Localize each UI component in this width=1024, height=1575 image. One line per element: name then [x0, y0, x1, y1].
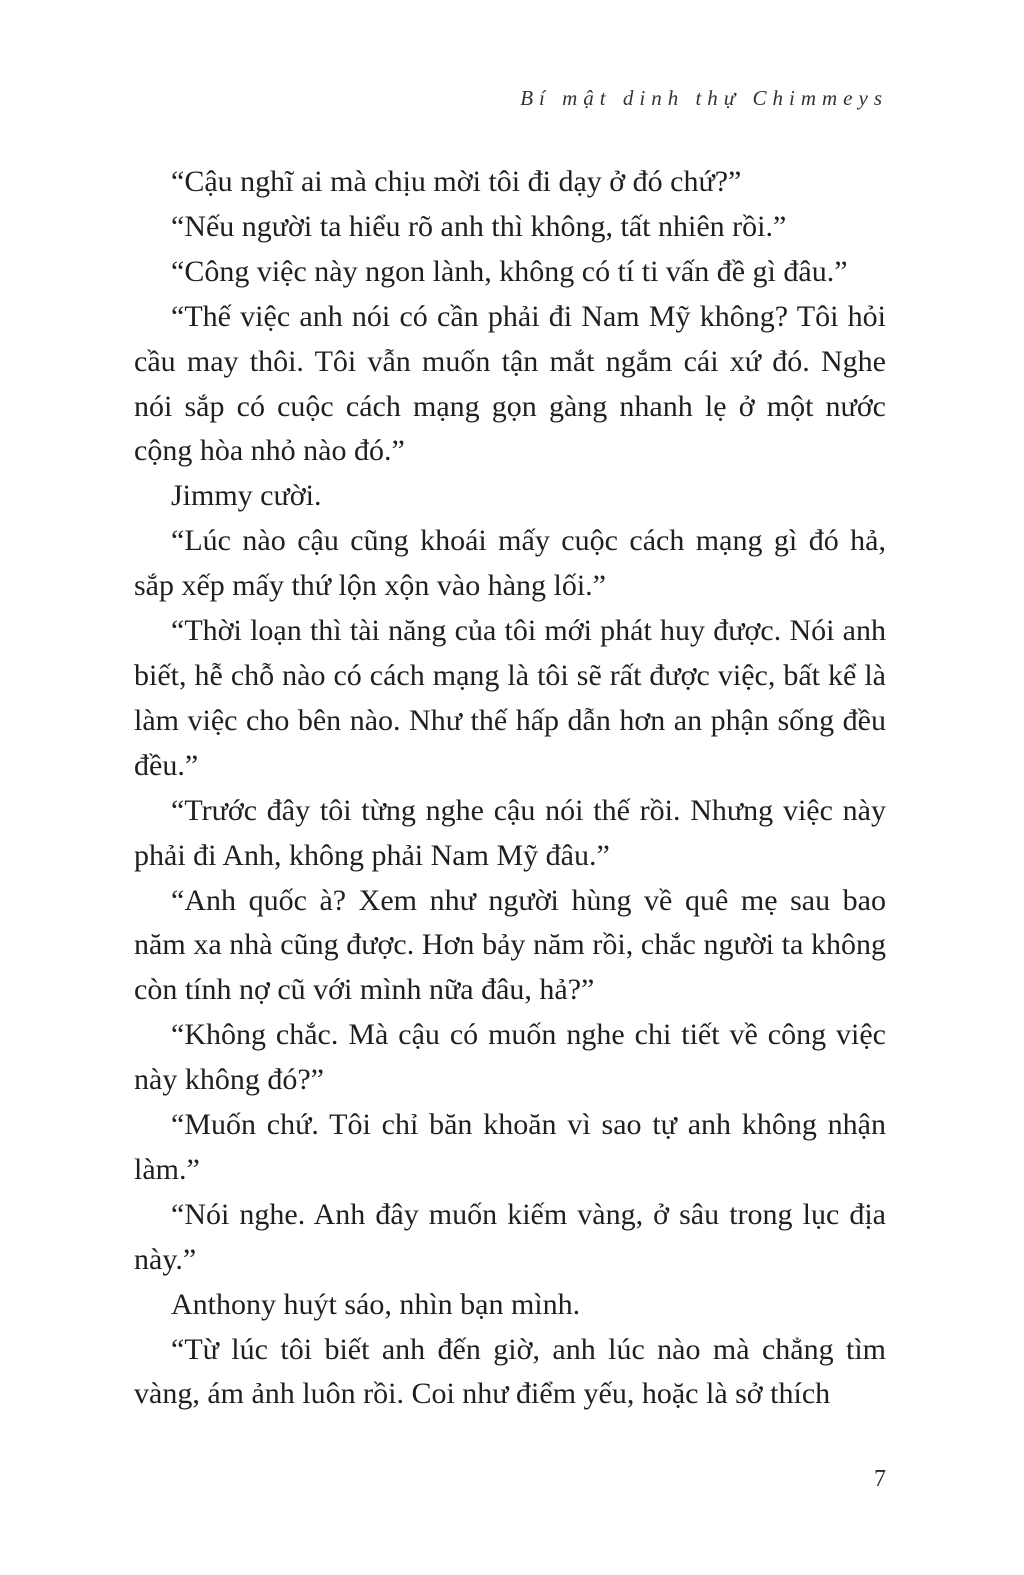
- paragraph: “Công việc này ngon lành, không có tí ti vấn đề gì đâu.”: [171, 254, 848, 288]
- paragraph: “Cậu nghĩ ai mà chịu mời tôi đi dạy ở đó chứ?”: [171, 165, 742, 198]
- paragraph: “Thế việc anh nói có cần phải đi Nam Mỹ không? Tôi hỏi cầu may thôi. Tôi vẫn muốn tận mắt ngắm cái xứ đó. Nghe nói sắp có cuộc cách mạng gọn gàng nhanh lẹ ở một nước cộng hòa nhỏ nào đó.”: [134, 299, 886, 468]
- paragraph: “Từ lúc tôi biết anh đến giờ, anh lúc nào mà chẳng tìm vàng, ám ảnh luôn rồi. Coi như điểm yếu, hoặc là sở thích: [134, 1332, 886, 1411]
- body-text: [134, 160, 886, 1417]
- paragraph: “Anh quốc à? Xem như người hùng về quê mẹ sau bao năm xa nhà cũng được. Hơn bảy năm rồi, chắc người ta không còn tính nợ cũ với mình nữa đâu, hả?”: [134, 883, 886, 1007]
- paragraph: “Muốn chứ. Tôi chỉ băn khoăn vì sao tự anh không nhận làm.”: [134, 1108, 886, 1186]
- page-number: 7: [874, 1466, 886, 1492]
- paragraph: “Lúc nào cậu cũng khoái mấy cuộc cách mạng gì đó hả, sắp xếp mấy thứ lộn xộn vào hàng lối.”: [134, 524, 886, 603]
- running-header-title: Bí mật dinh thự Chimmeys: [520, 86, 888, 110]
- paragraph: “Trước đây tôi từng nghe cậu nói thế rồi. Nhưng việc này phải đi Anh, không phải Nam Mỹ đâu.”: [134, 793, 886, 872]
- paragraph: Anthony huýt sáo, nhìn bạn mình.: [171, 1287, 581, 1321]
- paragraph: “Nếu người ta hiểu rõ anh thì không, tất nhiên rồi.”: [171, 209, 787, 243]
- paragraph: “Không chắc. Mà cậu có muốn nghe chi tiết về công việc này không đó?”: [134, 1018, 886, 1097]
- paragraph: “Thời loạn thì tài năng của tôi mới phát huy được. Nói anh biết, hễ chỗ nào có cách mạng là tôi sẽ rất được việc, bất kể là làm việc cho bên nào. Như thế hấp dẫn hơn an phận sống đều đều.”: [134, 614, 886, 782]
- paragraph: “Nói nghe. Anh đây muốn kiếm vàng, ở sâu trong lục địa này.”: [134, 1197, 886, 1276]
- paragraph: Jimmy cười.: [171, 479, 322, 513]
